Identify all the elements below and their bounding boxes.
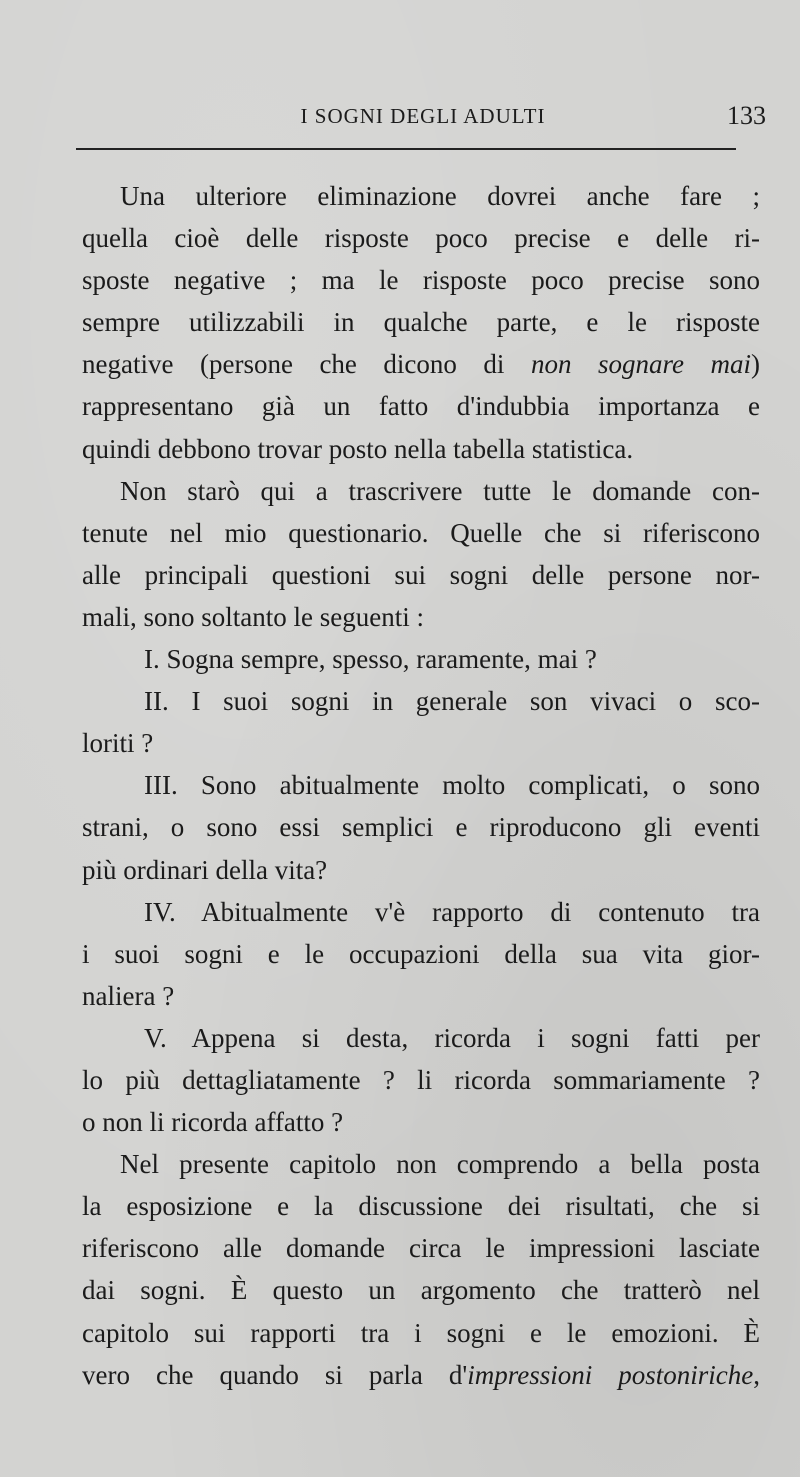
question-line: I. Sogna sempre, spesso, raramente, mai ? xyxy=(144,644,597,675)
italic-phrase: non sognare mai xyxy=(530,349,752,380)
body-text xyxy=(82,175,760,1396)
text-line: più ordinari della vita? xyxy=(82,854,328,885)
text-line: rappresentano già un fatto d'indubbia importanza e xyxy=(82,391,760,422)
page-number: 133 xyxy=(727,101,766,130)
question-line: IV. Abitualmente v'è rapporto di contenuto tra xyxy=(144,896,760,927)
text-line xyxy=(82,343,760,385)
text-line: strani, o sono essi semplici e riproducono gli eventi xyxy=(82,812,760,843)
text-line: riferiscono alle domande circa le impressioni lasciate xyxy=(82,1233,760,1264)
text-run: vero che quando si parla d' xyxy=(82,1359,468,1390)
text-line: sposte negative ; ma le risposte poco precise sono xyxy=(82,265,760,296)
running-head xyxy=(80,101,766,138)
question-line: V. Appena si desta, ricorda i sogni fatti per xyxy=(144,1022,760,1053)
text-line: dai sogni. È questo un argomento che tratterò nel xyxy=(82,1275,760,1306)
text-run: , xyxy=(753,1359,760,1390)
text-line: mali, sono soltanto le seguenti : xyxy=(82,601,424,632)
text-line: la esposizione e la discussione dei risultati, che si xyxy=(82,1191,760,1222)
question-line: II. I suoi sogni in generale son vivaci o sco- xyxy=(144,686,760,717)
text-run: ) xyxy=(751,349,760,380)
header-rule xyxy=(76,148,736,150)
text-line: alle principali questioni sui sogni delle persone nor- xyxy=(82,559,760,590)
text-line: naliera ? xyxy=(82,980,175,1011)
text-line: quella cioè delle risposte poco precise e delle ri- xyxy=(82,223,760,254)
text-line: tenute nel mio questionario. Quelle che si riferiscono xyxy=(82,517,760,548)
text-line: sempre utilizzabili in qualche parte, e le risposte xyxy=(82,307,760,338)
text-line: loriti ? xyxy=(82,728,154,759)
italic-phrase: impressioni postoniriche xyxy=(467,1359,754,1390)
text-line xyxy=(82,1354,760,1396)
text-line: o non li ricorda affatto ? xyxy=(82,1107,344,1138)
text-line: quindi debbono trovar posto nella tabella statistica. xyxy=(82,433,634,464)
text-line: capitolo sui rapporti tra i sogni e le emozioni. È xyxy=(82,1317,760,1348)
question-line: III. Sono abitualmente molto complicati, o sono xyxy=(144,770,760,801)
text-line: Una ulteriore eliminazione dovrei anche fare ; xyxy=(120,181,760,211)
text-line: Nel presente capitolo non comprendo a bella posta xyxy=(120,1149,760,1180)
text-line: lo più dettagliatamente ? li ricorda sommariamente ? xyxy=(82,1064,760,1095)
running-title: I SOGNI DEGLI ADULTI xyxy=(300,104,546,128)
text-line: Non starò qui a trascrivere tutte le domande con- xyxy=(120,475,760,506)
text-run: negative (persone che dicono di xyxy=(82,349,531,380)
text-line: i suoi sogni e le occupazioni della sua vita gior- xyxy=(82,938,760,969)
